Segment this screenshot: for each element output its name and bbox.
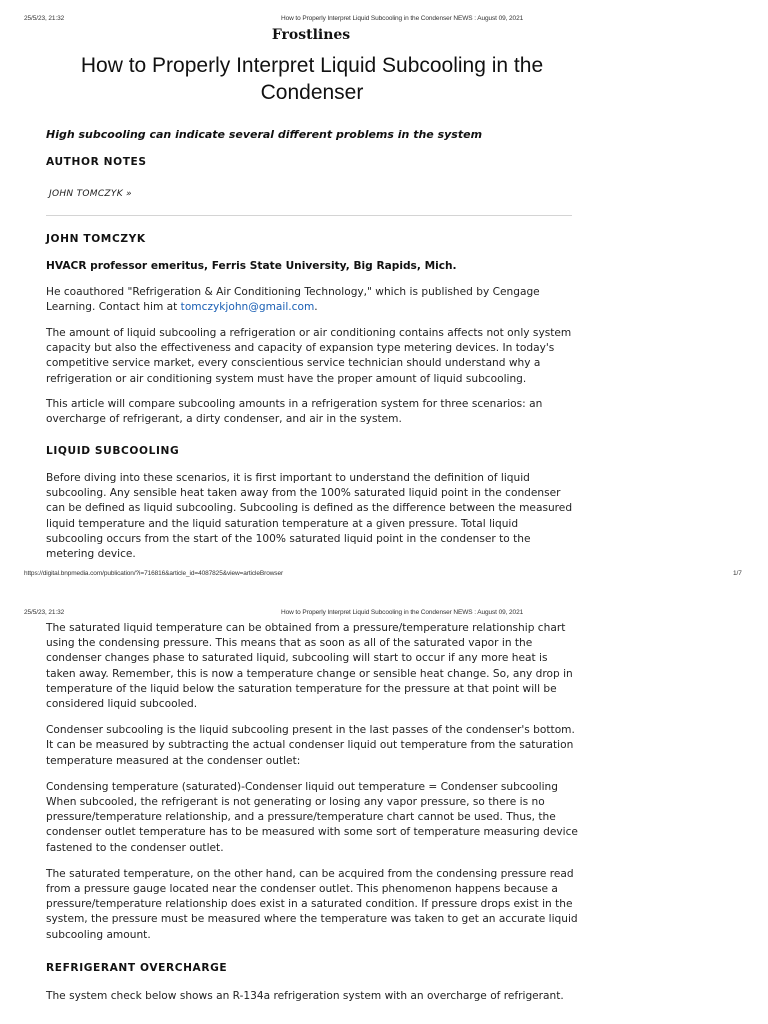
print-date: 25/5/23, 21:32 bbox=[24, 609, 65, 616]
author-name: JOHN TOMCZYK bbox=[46, 233, 146, 245]
article-title: How to Properly Interpret Liquid Subcooling in the Condenser bbox=[80, 54, 544, 104]
bio-text: He coauthored "Refrigeration & Air Conditioning Technology," which is published by Cengage Learning. Contact him at bbox=[46, 286, 540, 314]
intro-paragraph-1: The amount of liquid subcooling a refrigeration or air conditioning contains affects not only system capacity but also the effectiveness and capacity of expansion type metering devices. In today's competitive service market, every conscientious service technician should understand why a refrigeration or air conditioning system must have the proper amount of liquid subcooling. bbox=[46, 326, 572, 385]
author-link[interactable]: JOHN TOMCZYK » bbox=[49, 189, 132, 199]
page1-body bbox=[46, 285, 578, 428]
liquid-subcooling-p1-block bbox=[46, 471, 578, 562]
divider bbox=[46, 215, 572, 216]
print-doc-title: How to Properly Interpret Liquid Subcooling in the Condenser NEWS : August 09, 2021 bbox=[281, 15, 524, 22]
liquid-subcooling-heading: LIQUID SUBCOOLING bbox=[46, 445, 180, 457]
author-title: HVACR professor emeritus, Ferris State University, Big Rapids, Mich. bbox=[46, 260, 457, 272]
liquid-subcooling-paragraph-2: The saturated liquid temperature can be obtained from a pressure/temperature relationship chart using the condensing pressure. This means that as soon as all of the saturated vapor in the condenser changes phase to saturated liquid, subcooling will start to occur if any more heat is taken away. Remember, this is now a temperature change or sensible heat change. So, any drop in temperature of the liquid below the saturation temperature for the pressure at that point will be considered liquid subcooled. bbox=[46, 622, 573, 711]
liquid-subcooling-paragraph-5: The saturated temperature, on the other hand, can be acquired from the condensing pressure read from a pressure gauge located near the condenser outlet. This phenomenon happens because a pressure/temperature relationship does exist in a saturated condition. If pressure drops exist in the system, the pressure must be measured where the temperature was taken to get an accurate liquid subcooling amount. bbox=[46, 867, 578, 941]
overcharge-paragraph-1: The system check below shows an R-134a refrigeration system with an overcharge of refrigerant. bbox=[46, 990, 564, 1002]
print-date: 25/5/23, 21:32 bbox=[24, 15, 65, 22]
refrigerant-overcharge-heading: REFRIGERANT OVERCHARGE bbox=[46, 962, 228, 974]
overcharge-block bbox=[46, 989, 578, 1004]
author-email-link[interactable]: tomczykjohn@gmail.com bbox=[180, 301, 315, 314]
bio-end: . bbox=[314, 301, 318, 314]
liquid-subcooling-paragraph-4: When subcooled, the refrigerant is not generating or losing any vapor pressure, so there is no pressure/temperature relationship, and a pressure/temperature chart cannot be used. Thus, the condenser outlet temperature has to be measured with some sort of temperature measuring device fastened to the condenser outlet. bbox=[46, 796, 578, 854]
liquid-subcooling-paragraph-3: Condenser subcooling is the liquid subcooling present in the last passes of the condenser's bottom. It can be measured by subtracting the actual condenser liquid out temperature from the saturation temperature measured at the condenser outlet: bbox=[46, 724, 575, 767]
print-page-number: 1/7 bbox=[733, 570, 742, 577]
subcooling-formula: Condensing temperature (saturated)-Condenser liquid out temperature = Condenser subcooling bbox=[46, 780, 558, 793]
author-notes-heading: AUTHOR NOTES bbox=[46, 156, 147, 168]
print-doc-title: How to Properly Interpret Liquid Subcooling in the Condenser NEWS : August 09, 2021 bbox=[281, 609, 524, 616]
intro-paragraph-2: This article will compare subcooling amounts in a refrigeration system for three scenarios: an overcharge of refrigerant, a dirty condenser, and air in the system. bbox=[46, 398, 543, 426]
article-subtitle: High subcooling can indicate several different problems in the system bbox=[46, 128, 483, 141]
liquid-subcooling-paragraph-1: Before diving into these scenarios, it is first important to understand the definition of liquid subcooling. Any sensible heat taken away from the 100% saturated liquid point in the condenser can be defined as liquid subcooling. Subcooling is defined as the difference between the measured liquid temperature and the liquid saturation temperature at a given pressure. Total liquid subcooling occurs from the start of the 100% saturated liquid point in the condenser to the metering device. bbox=[46, 472, 573, 561]
site-name[interactable]: Frostlines bbox=[271, 27, 351, 43]
author-bio bbox=[46, 285, 578, 315]
print-url: https://digital.bnpmedia.com/publication/?i=716816&article_id=4087825&view=articleBrowser bbox=[24, 570, 284, 577]
page2-body bbox=[46, 621, 578, 943]
